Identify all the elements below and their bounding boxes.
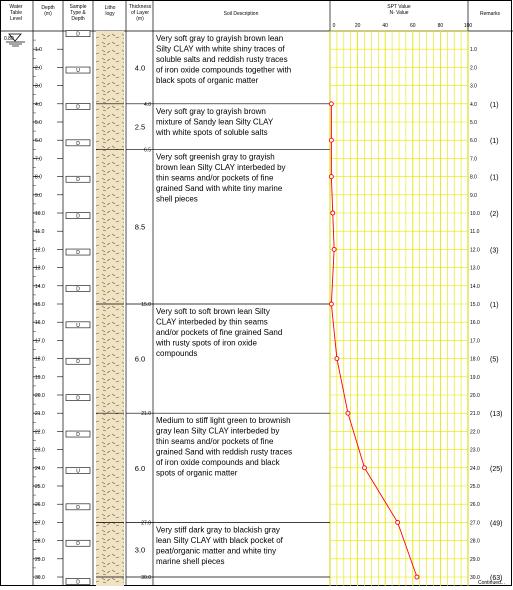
layer-thickness: 8.5 xyxy=(134,222,146,232)
svg-text:Depth: Depth xyxy=(71,16,85,22)
spt-depth-label: 22.0 xyxy=(470,429,480,436)
layer-bottom-depth: 6.5 xyxy=(144,147,151,154)
spt-depth-label: 29.0 xyxy=(470,556,480,563)
remark-value: (2) xyxy=(490,211,499,218)
spt-depth-label: 20.0 xyxy=(470,393,480,399)
continued-label: Continued... xyxy=(478,580,505,586)
spt-tick-label: 100 xyxy=(463,23,473,29)
svg-text:SPT Value: SPT Value xyxy=(387,4,411,10)
soil-description-line: CLAY interbeded by thin seams xyxy=(156,317,268,327)
svg-text:Thickness: Thickness xyxy=(128,4,152,10)
spt-point xyxy=(332,247,336,251)
remark-value: (3) xyxy=(490,247,499,255)
depth-label: 12.0 xyxy=(35,247,45,254)
layer-bottom-depth: 27.0 xyxy=(141,520,151,527)
layer-thickness: 2.5 xyxy=(134,122,146,132)
depth-label: 29.0 xyxy=(35,556,45,563)
remark-value: (1) xyxy=(490,174,499,182)
svg-text:(m): (m) xyxy=(44,11,52,17)
depth-label: 7.0 xyxy=(35,156,42,163)
depth-label: 2.0 xyxy=(35,65,42,72)
spt-point xyxy=(331,211,335,215)
soil-description-line: lean Silty CLAY with black pocket of xyxy=(156,535,283,545)
spt-depth-label: 6.0 xyxy=(470,138,477,145)
sample-type: D xyxy=(76,579,80,586)
spt-tick-labels xyxy=(333,23,473,29)
depth-label: 28.0 xyxy=(35,538,45,545)
remark-value: (1) xyxy=(490,302,499,309)
soil-description-line: thin seams and/or pockets of fine xyxy=(156,173,274,183)
spt-depth-label: 9.0 xyxy=(470,192,477,199)
spt-tick-label: 0 xyxy=(332,23,336,29)
soil-description-line: compounds xyxy=(156,349,198,358)
soil-description-line: soluble salts and reddish rusty traces xyxy=(156,55,288,64)
sample-column xyxy=(66,31,90,586)
spt-point xyxy=(329,302,333,306)
soil-description-line: Very soft gray to grayish brown lean xyxy=(156,34,284,43)
header-litho xyxy=(105,5,116,17)
spt-depth-label: 1.0 xyxy=(470,47,477,54)
depth-label: 22.0 xyxy=(35,429,45,436)
remark-value: (63) xyxy=(490,575,503,582)
spt-point xyxy=(335,357,339,361)
depth-label: 19.0 xyxy=(35,374,45,381)
spt-point xyxy=(363,466,367,470)
layer-thickness: 4.0 xyxy=(134,63,146,73)
sample-type: D xyxy=(76,541,80,548)
spt-depth-label: 25.0 xyxy=(470,484,480,490)
remark-value: (49) xyxy=(490,520,503,528)
depth-label: 30.0 xyxy=(35,575,45,581)
depth-label: 6.0 xyxy=(35,138,42,145)
spt-tick-label: 20 xyxy=(354,23,361,29)
svg-text:(m): (m) xyxy=(136,16,144,22)
spt-depth-label: 11.0 xyxy=(470,229,480,236)
spt-tick-label: 40 xyxy=(382,23,388,29)
soil-description-line: grained Sand with white tiny marine xyxy=(156,183,283,193)
depth-label: 15.0 xyxy=(35,302,45,308)
spt-depth-label: 15.0 xyxy=(470,302,480,308)
sample-type: D xyxy=(76,250,80,257)
layer-bottom-depth: 15.0 xyxy=(141,302,151,308)
soil-description-line: Very soft greenish gray to grayish xyxy=(156,152,275,162)
depth-label: 4.0 xyxy=(35,101,42,108)
sample-type: D xyxy=(76,31,80,38)
depth-label: 13.0 xyxy=(35,265,45,272)
sample-type: U xyxy=(76,68,80,75)
remark-value: (25) xyxy=(490,465,503,473)
spt-depth-label: 3.0 xyxy=(470,83,477,90)
spt-point xyxy=(396,520,400,524)
soil-description-line: of iron oxide compounds together with xyxy=(156,65,292,75)
sample-type: D xyxy=(76,177,80,184)
spt-depth-label: 8.0 xyxy=(470,174,477,181)
depth-label: 20.0 xyxy=(35,393,45,399)
soil-description-line: marine shell pieces xyxy=(156,556,225,566)
depth-label: 11.0 xyxy=(35,229,45,236)
spt-depth-label: 12.0 xyxy=(470,247,480,254)
svg-text:Litho: Litho xyxy=(104,5,116,11)
svg-text:Water: Water xyxy=(9,4,23,10)
spt-depth-label: 30.0 xyxy=(470,575,480,581)
remark-value: (1) xyxy=(490,101,499,109)
spt-depth-label: 10.0 xyxy=(470,211,480,217)
depth-label: 5.0 xyxy=(35,120,42,126)
soil-description-line: grained Sand with reddish rusty traces xyxy=(156,447,293,457)
depth-label: 26.0 xyxy=(35,502,45,509)
remark-value: (5) xyxy=(490,356,499,364)
header-water-table xyxy=(9,4,22,22)
lithology-column xyxy=(96,31,124,586)
spt-depth-label: 4.0 xyxy=(470,101,477,108)
depth-label: 25.0 xyxy=(35,484,45,490)
soil-description-line: with rusty spots of iron oxide xyxy=(156,338,257,348)
layer-thickness: 3.0 xyxy=(134,545,146,555)
sample-type: D xyxy=(76,359,80,366)
header-sample xyxy=(70,4,87,22)
sample-type: D xyxy=(76,286,80,293)
soil-description-line: mixture of Sandy lean Silty CLAY xyxy=(156,117,274,127)
soil-description-line: brown lean Silty CLAY interbeded by xyxy=(156,162,286,172)
depth-label: 27.0 xyxy=(35,520,45,527)
depth-label: 24.0 xyxy=(35,465,45,472)
spt-point xyxy=(415,575,419,579)
soil-description-line: Very stiff dark gray to blackish gray xyxy=(156,525,280,535)
spt-depth-label: 2.0 xyxy=(470,65,477,72)
soil-description-line: gray lean Silty CLAY interbeded by xyxy=(156,426,280,436)
layer-thickness: 6.0 xyxy=(134,354,146,364)
header-thickness xyxy=(129,4,152,22)
soil-description-line: and/or pockets of fine grained Sand xyxy=(156,328,283,337)
svg-text:of Layer: of Layer xyxy=(130,10,150,16)
spt-depth-label: 27.0 xyxy=(470,520,480,527)
depth-label: 16.0 xyxy=(35,320,45,327)
spt-depth-label: 21.0 xyxy=(470,411,480,418)
svg-text:N- Value: N- Value xyxy=(389,10,409,16)
sample-type: U xyxy=(76,322,80,329)
water-table-marker xyxy=(4,34,25,46)
spt-depth-label: 18.0 xyxy=(470,356,480,363)
soil-description-line: black spots of organic matter xyxy=(156,76,259,85)
spt-depth-label: 17.0 xyxy=(470,338,480,345)
depth-label: 23.0 xyxy=(35,447,45,454)
spt-depth-label: 23.0 xyxy=(470,447,480,454)
remark-value: (13) xyxy=(490,411,503,419)
spt-depth-label: 14.0 xyxy=(470,283,480,290)
header-spt xyxy=(387,4,411,16)
header-remarks: Remarks xyxy=(479,11,501,17)
spt-point xyxy=(329,138,333,142)
depth-label: 21.0 xyxy=(35,411,45,418)
spt-tick-label: 60 xyxy=(410,23,416,29)
spt-depth-label: 19.0 xyxy=(470,374,480,381)
svg-text:Type &: Type & xyxy=(70,10,86,16)
soil-description-line: shell pieces xyxy=(156,194,198,204)
spt-grid xyxy=(330,31,468,586)
depth-label: 14.0 xyxy=(35,283,45,290)
depth-label: 1.0 xyxy=(35,47,42,54)
soil-description-line: with white spots of soluble salts xyxy=(156,127,268,137)
spt-depth-label: 28.0 xyxy=(470,538,480,545)
soil-description-line: spots of organic matter xyxy=(156,468,238,478)
header-depth xyxy=(41,5,55,17)
remarks-column xyxy=(490,102,502,582)
spt-depth-label: 24.0 xyxy=(470,465,480,472)
depth-label: 9.0 xyxy=(35,192,42,199)
soil-description-line: Very soft to soft brown lean Silty xyxy=(156,307,270,316)
spt-depth-label: 26.0 xyxy=(470,502,480,509)
layer-bottom-depth: 30.0 xyxy=(141,575,151,581)
remark-value: (1) xyxy=(490,138,499,146)
header-soil-description: Soil Description xyxy=(223,11,259,17)
spt-tick-label: 80 xyxy=(437,23,444,29)
spt-depth-label: 5.0 xyxy=(470,120,477,126)
layer-bottom-depth: 21.0 xyxy=(141,411,151,418)
sample-type: U xyxy=(76,468,80,475)
depth-label: 10.0 xyxy=(35,211,45,217)
soil-description-line: Very soft gray to grayish brown xyxy=(156,106,266,116)
soil-description-line: Medium to stiff light green to brownish xyxy=(156,416,291,426)
depth-label: 18.0 xyxy=(35,356,45,363)
depth-label: 8.0 xyxy=(35,174,42,181)
svg-text:Table: Table xyxy=(10,10,22,16)
spt-point xyxy=(329,175,333,179)
depth-label: 3.0 xyxy=(35,83,42,90)
svg-text:Level: Level xyxy=(10,16,22,22)
sample-type: D xyxy=(76,140,80,147)
spt-depth-label: 7.0 xyxy=(470,156,477,163)
spt-point xyxy=(329,102,333,106)
depth-label: 17.0 xyxy=(35,338,45,345)
soil-description-line: thin seams and/or pockets of fine xyxy=(156,437,274,447)
water-table-value: 0.80 xyxy=(4,36,14,42)
svg-text:Sample: Sample xyxy=(69,4,87,10)
soil-description-line: Silty CLAY with white shiny traces of xyxy=(156,44,285,54)
spt-depth-label: 16.0 xyxy=(470,320,480,327)
soil-description-line: of iron oxide compounds and black xyxy=(156,458,280,468)
sample-type: D xyxy=(76,395,80,402)
sample-type: D xyxy=(76,504,80,511)
sample-type: D xyxy=(76,104,80,111)
layer-bottom-depth: 4.0 xyxy=(144,101,151,108)
sample-type: D xyxy=(76,213,80,220)
spt-point xyxy=(346,411,350,415)
sample-type: D xyxy=(76,432,80,439)
layer-thickness: 6.0 xyxy=(134,463,146,473)
log-frame xyxy=(1,1,512,586)
svg-text:logy: logy xyxy=(105,11,115,17)
spt-depth-label: 13.0 xyxy=(470,265,480,272)
svg-text:Depth: Depth xyxy=(41,5,55,11)
soil-description-line: peat/organic matter and white tiny xyxy=(156,546,277,556)
soil-layers xyxy=(96,34,330,581)
